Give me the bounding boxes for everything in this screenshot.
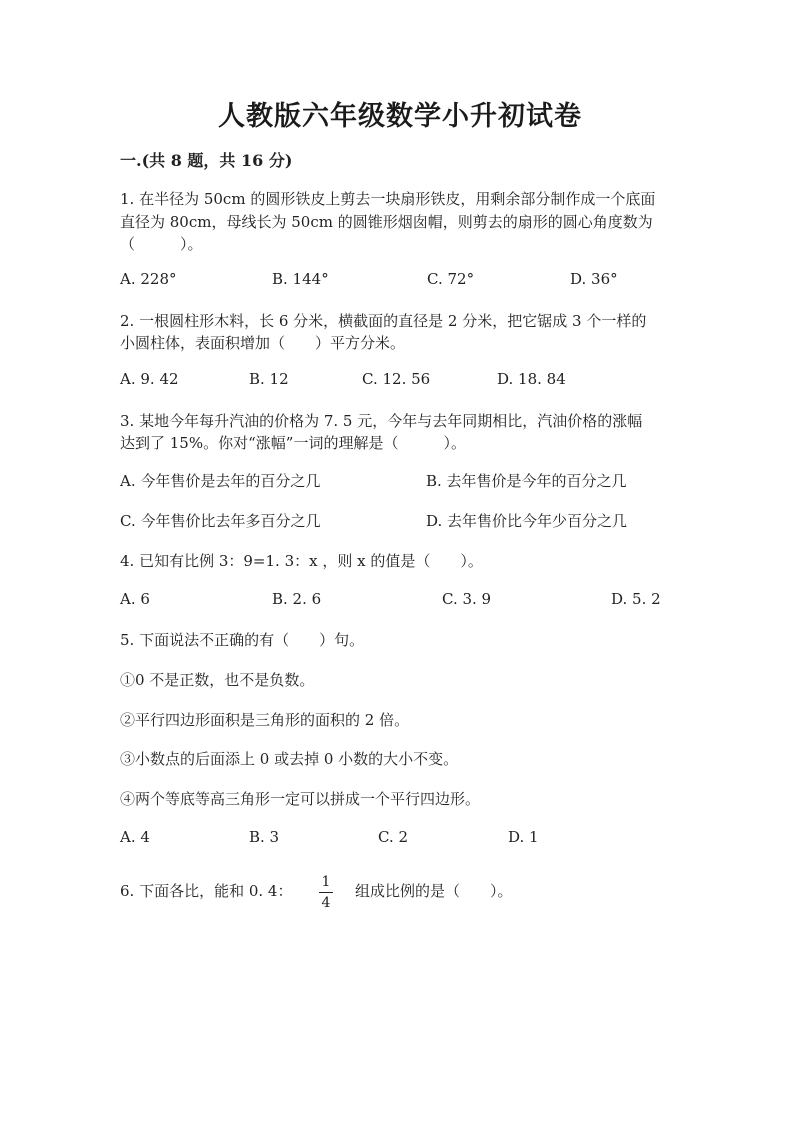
question-5-option-c: C. 2 bbox=[378, 828, 409, 846]
question-3-option-b: B. 去年售价是今年的百分之几 bbox=[426, 472, 627, 490]
question-2-line-1: 2. 一根圆柱形木料，长 6 分米，横截面的直径是 2 分米，把它锯成 3 个一样的 bbox=[120, 312, 647, 330]
question-4-option-c: C. 3. 9 bbox=[442, 590, 492, 608]
question-3-option-a: A. 今年售价是去年的百分之几 bbox=[120, 472, 321, 490]
question-5-option-b: B. 3 bbox=[249, 828, 280, 846]
fraction-denominator: 4 bbox=[321, 895, 331, 911]
question-5-statement-3: ③小数点的后面添上 0 或去掉 0 小数的大小不变。 bbox=[120, 750, 459, 768]
question-5-statement-2: ②平行四边形面积是三角形的面积的 2 倍。 bbox=[120, 711, 410, 729]
question-5-line-1: 5. 下面说法不正确的有（ ）句。 bbox=[120, 631, 365, 649]
question-6-suffix: 组成比例的是（ ）。 bbox=[355, 882, 513, 900]
question-5-option-a: A. 4 bbox=[120, 828, 150, 846]
question-6-prefix: 6. 下面各比，能和 0. 4： bbox=[120, 882, 293, 900]
question-1-option-b: B. 144° bbox=[272, 270, 329, 288]
question-2-option-c: C. 12. 56 bbox=[362, 370, 431, 388]
question-2-option-d: D. 18. 84 bbox=[497, 370, 566, 388]
question-1-option-a: A. 228° bbox=[120, 270, 177, 288]
question-4-option-d: D. 5. 2 bbox=[611, 590, 661, 608]
question-5-statement-1: ①0 不是正数，也不是负数。 bbox=[120, 671, 315, 689]
question-3-line-2: 达到了 15%。你对“涨幅”一词的理解是（ ）。 bbox=[120, 434, 466, 452]
question-5-option-d: D. 1 bbox=[508, 828, 539, 846]
question-3-option-d: D. 去年售价比今年少百分之几 bbox=[426, 512, 628, 530]
question-6-fraction bbox=[316, 873, 336, 912]
question-2-option-a: A. 9. 42 bbox=[120, 370, 179, 388]
question-4-option-a: A. 6 bbox=[120, 590, 150, 608]
question-2-option-b: B. 12 bbox=[249, 370, 289, 388]
question-1-option-d: D. 36° bbox=[570, 270, 618, 288]
fraction-bar bbox=[319, 892, 333, 893]
page-title: 人教版六年级数学小升初试卷 bbox=[218, 101, 582, 132]
question-4-option-b: B. 2. 6 bbox=[272, 590, 322, 608]
section-heading: 一.(共 8 题，共 16 分) bbox=[120, 151, 293, 170]
question-5-statement-4: ④两个等底等高三角形一定可以拼成一个平行四边形。 bbox=[120, 790, 481, 808]
question-3-option-c: C. 今年售价比去年多百分之几 bbox=[120, 512, 321, 530]
fraction-numerator: 1 bbox=[321, 874, 331, 890]
question-1-line-2: 直径为 80cm，母线长为 50cm 的圆锥形烟囱帽，则剪去的扇形的圆心角度数为 bbox=[120, 213, 653, 231]
question-1-option-c: C. 72° bbox=[427, 270, 475, 288]
question-1-line-1: 1. 在半径为 50cm 的圆形铁皮上剪去一块扇形铁皮，用剩余部分制作成一个底面 bbox=[120, 190, 656, 208]
question-1-line-3: （ ）。 bbox=[120, 235, 203, 253]
question-4-line-1: 4. 已知有比例 3：9=1. 3：x ，则 x 的值是（ ）。 bbox=[120, 552, 483, 570]
question-3-line-1: 3. 某地今年每升汽油的价格为 7. 5 元，今年与去年同期相比，汽油价格的涨幅 bbox=[120, 412, 643, 430]
question-2-line-2: 小圆柱体，表面积增加（ ）平方分米。 bbox=[120, 334, 406, 352]
